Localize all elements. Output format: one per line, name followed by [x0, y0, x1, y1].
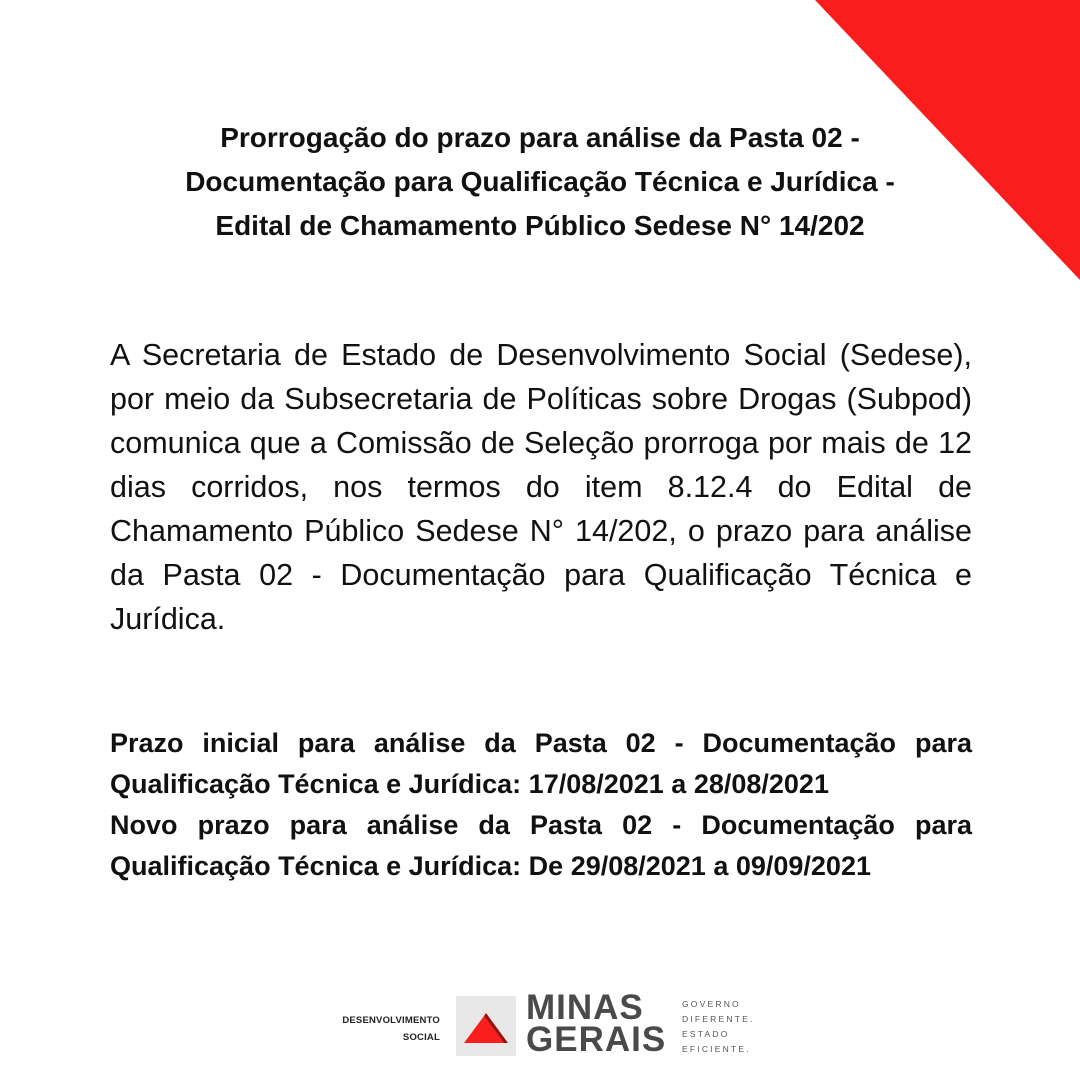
slogan-line: EFICIENTE.: [682, 1044, 751, 1054]
slogan-line: DIFERENTE.: [682, 1014, 755, 1024]
minas-gerais-wordmark: [526, 988, 667, 1059]
title-line: Edital de Chamamento Público Sedese N° 14/202: [215, 210, 865, 241]
slogan-line: GOVERNO: [682, 999, 741, 1009]
dev-social-line: SOCIAL: [402, 1032, 440, 1043]
page-title: [100, 116, 980, 248]
new-deadline: Novo prazo para análise da Pasta 02 - Documentação para Qualificação Técnica e Jurídica: De 29/08/2021 a 09/09/2021: [110, 810, 972, 881]
wordmark-minas: MINAS: [526, 988, 644, 1027]
slogan-line: ESTADO: [682, 1029, 730, 1039]
dev-social-line: DESENVOLVIMENTO: [342, 1015, 440, 1026]
desenvolvimento-social-logo: [310, 1012, 440, 1046]
announcement-body: A Secretaria de Estado de Desenvolvimento Social (Sedese), por meio da Subsecretaria de Políticas sobre Drogas (Subpod) comunica que a Comissão de Seleção prorroga por mais de 12 dias corridos, nos termos do item 8.12.4 do Edital de Chamamento Público Sedese N° 14/202, o prazo para análise da Pasta 02 - Documentação para Qualificação Técnica e Jurídica.: [110, 338, 972, 636]
wordmark-gerais: GERAIS: [526, 1020, 667, 1059]
title-line: Documentação para Qualificação Técnica e Jurídica -: [185, 166, 895, 197]
title-line: Prorrogação do prazo para análise da Pasta 02 -: [220, 122, 860, 153]
footer-logos: [0, 988, 1080, 1062]
deadlines-block: [110, 723, 972, 887]
minas-gerais-logo-icon: [456, 996, 516, 1056]
initial-deadline: Prazo inicial para análise da Pasta 02 - Documentação para Qualificação Técnica e Jurídica: 17/08/2021 a 28/08/2021: [110, 728, 972, 799]
government-slogan: [682, 997, 755, 1057]
